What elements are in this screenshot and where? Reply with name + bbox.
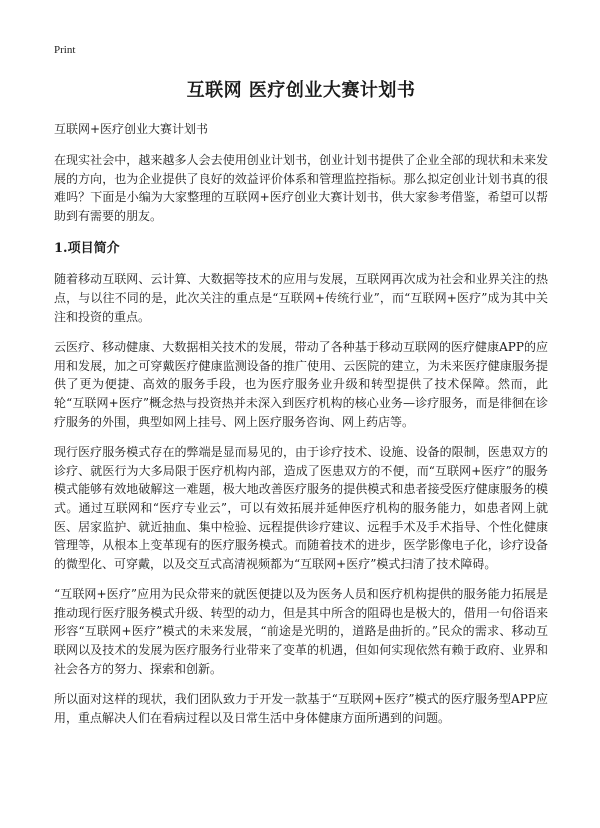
intro-paragraph: 在现实社会中，越来越多人会去使用创业计划书，创业计划书提供了企业全部的现状和未来发展的方向，也为企业提供了良好的效益评价体系和管理监控指标。那么拟定创业计划书真的很难吗？下面是小编为大家整理的互联网+医疗创业大赛计划书，供大家参考借鉴，希望可以帮助到有需要的朋友。	[54, 153, 548, 223]
document-title: 互联网 医疗创业大赛计划书	[186, 80, 416, 101]
body-paragraph: 云医疗、移动健康、大数据相关技术的发展，带动了各种基于移动互联网的医疗健康APP的应用和发展，加之可穿戴医疗健康监测设备的推广使用、云医院的建立，为未来医疗健康服务提供了更为便捷、高效的服务手段，也为医疗服务业升级和转型提供了技术保障。然而，此轮“互联网+医疗”概念热与投资热并未深入到医疗机构的核心业务—诊疗服务，而是徘徊在诊疗服务的外围，典型如网上挂号、网上医疗服务咨询、网上药店等。	[54, 340, 548, 429]
print-link[interactable]: Print	[54, 44, 76, 56]
document-subtitle: 互联网+医疗创业大赛计划书	[54, 122, 209, 136]
body-paragraph: “互联网+医疗”应用为民众带来的就医便捷以及为医务人员和医疗机构提供的服务能力拓展是推动现行医疗服务模式升级、转型的动力，但是其中所含的阻碍也是极大的，借用一句俗语来形容“互联网+医疗”模式的未来发展，“前途是光明的，道路是曲折的。”民众的需求、移动互联网以及技术的发展为医疗服务行业带来了变革的机遇，但如何实现依然有赖于政府、业界和社会各方的努力、探索和创新。	[54, 587, 548, 676]
document-page	[54, 44, 548, 739]
body-paragraph: 现行医疗服务模式存在的弊端是显而易见的，由于诊疗技术、设施、设备的限制，医患双方的诊疗、就医行为大多局限于医疗机构内部，造成了医患双方的不便，而“互联网+医疗”的服务模式能够有效地破解这一难题，极大地改善医疗服务的提供模式和患者接受医疗健康服务的模式。通过互联网和“医疗专业云”，可以有效拓展并延伸医疗机构的服务能力，如患者网上就医、居家监护、就近抽血、集中检验、远程提供诊疗建议、远程手术及手术指导、个性化健康管理等，从根本上变革现有的医疗服务模式。而随着技术的进步，医学影像电子化，诊疗设备的微型化、可穿戴，以及交互式高清视频都为“互联网+医疗”模式扫清了技术障碍。	[54, 445, 548, 571]
section-heading: 1.项目简介	[54, 241, 120, 257]
body-paragraph: 随着移动互联网、云计算、大数据等技术的应用与发展，互联网再次成为社会和业界关注的热点，与以往不同的是，此次关注的重点是“互联网+传统行业”，而“互联网+医疗”成为其中关注和投资的重点。	[54, 272, 548, 324]
body-paragraph: 所以面对这样的现状，我们团队致力于开发一款基于“互联网+医疗”模式的医疗服务型APP应用，重点解决人们在看病过程以及日常生活中身体健康方面所遇到的问题。	[54, 692, 548, 725]
